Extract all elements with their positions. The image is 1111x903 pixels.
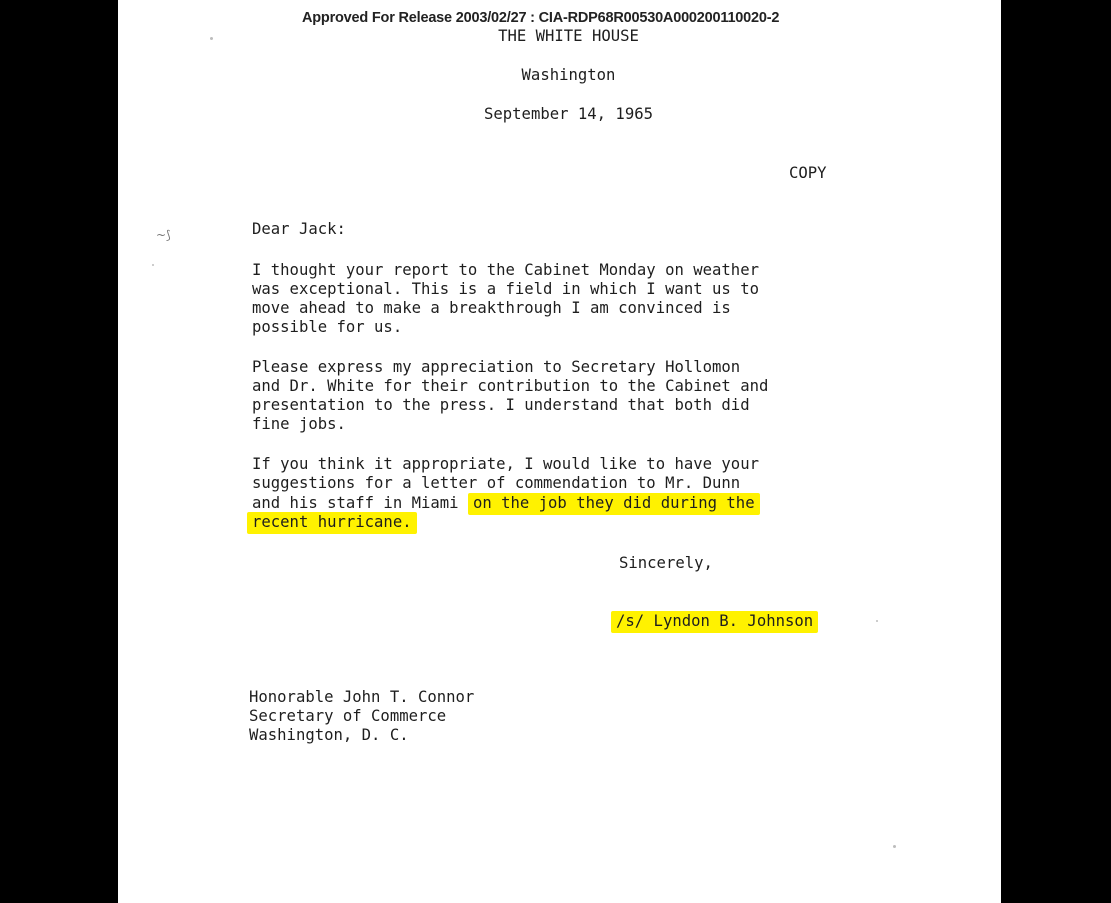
paragraph-3-line-3-plain: and his staff in Miami bbox=[252, 494, 468, 512]
highlighted-text: recent hurricane. bbox=[247, 512, 417, 534]
scan-speck bbox=[876, 620, 878, 622]
paragraph-1-line-3: move ahead to make a breakthrough I am convinced is bbox=[252, 299, 731, 317]
highlighted-text: on the job they did during the bbox=[468, 493, 760, 515]
paragraph-2-line-3: presentation to the press. I understand that both did bbox=[252, 396, 750, 414]
paragraph-3-line-4 bbox=[247, 513, 417, 532]
paragraph-1-line-1: I thought your report to the Cabinet Monday on weather bbox=[252, 261, 759, 279]
paragraph-1-line-2: was exceptional. This is a field in which I want us to bbox=[252, 280, 759, 298]
paragraph-3-line-2: suggestions for a letter of commendation to Mr. Dunn bbox=[252, 474, 741, 492]
paragraph-3-line-3 bbox=[252, 494, 760, 513]
copy-mark: COPY bbox=[789, 164, 827, 182]
paragraph-2-line-1: Please express my appreciation to Secretary Hollomon bbox=[252, 358, 741, 376]
signature-highlight: /s/ Lyndon B. Johnson bbox=[611, 611, 818, 633]
letterhead: THE WHITE HOUSE bbox=[498, 27, 639, 45]
recipient-title: Secretary of Commerce bbox=[249, 707, 447, 725]
salutation: Dear Jack: bbox=[252, 220, 346, 238]
signature-line bbox=[611, 612, 818, 631]
city-line: Washington bbox=[521, 66, 616, 84]
paragraph-3-line-1: If you think it appropriate, I would like to have your bbox=[252, 455, 759, 473]
scan-speck bbox=[893, 845, 896, 848]
paragraph-1-line-4: possible for us. bbox=[252, 318, 403, 336]
recipient-name: Honorable John T. Connor bbox=[249, 688, 475, 706]
scan-speck bbox=[152, 264, 154, 266]
recipient-city: Washington, D. C. bbox=[249, 726, 409, 744]
valediction: Sincerely, bbox=[619, 554, 713, 572]
scan-speck bbox=[210, 37, 213, 40]
date-line: September 14, 1965 bbox=[484, 105, 653, 123]
paragraph-2-line-2: and Dr. White for their contribution to the Cabinet and bbox=[252, 377, 769, 395]
paragraph-2-line-4: fine jobs. bbox=[252, 415, 346, 433]
margin-mark: ~⟆ bbox=[156, 228, 171, 242]
document-page bbox=[118, 0, 1001, 903]
release-stamp: Approved For Release 2003/02/27 : CIA-RDP68R00530A000200110020-2 bbox=[302, 10, 780, 26]
